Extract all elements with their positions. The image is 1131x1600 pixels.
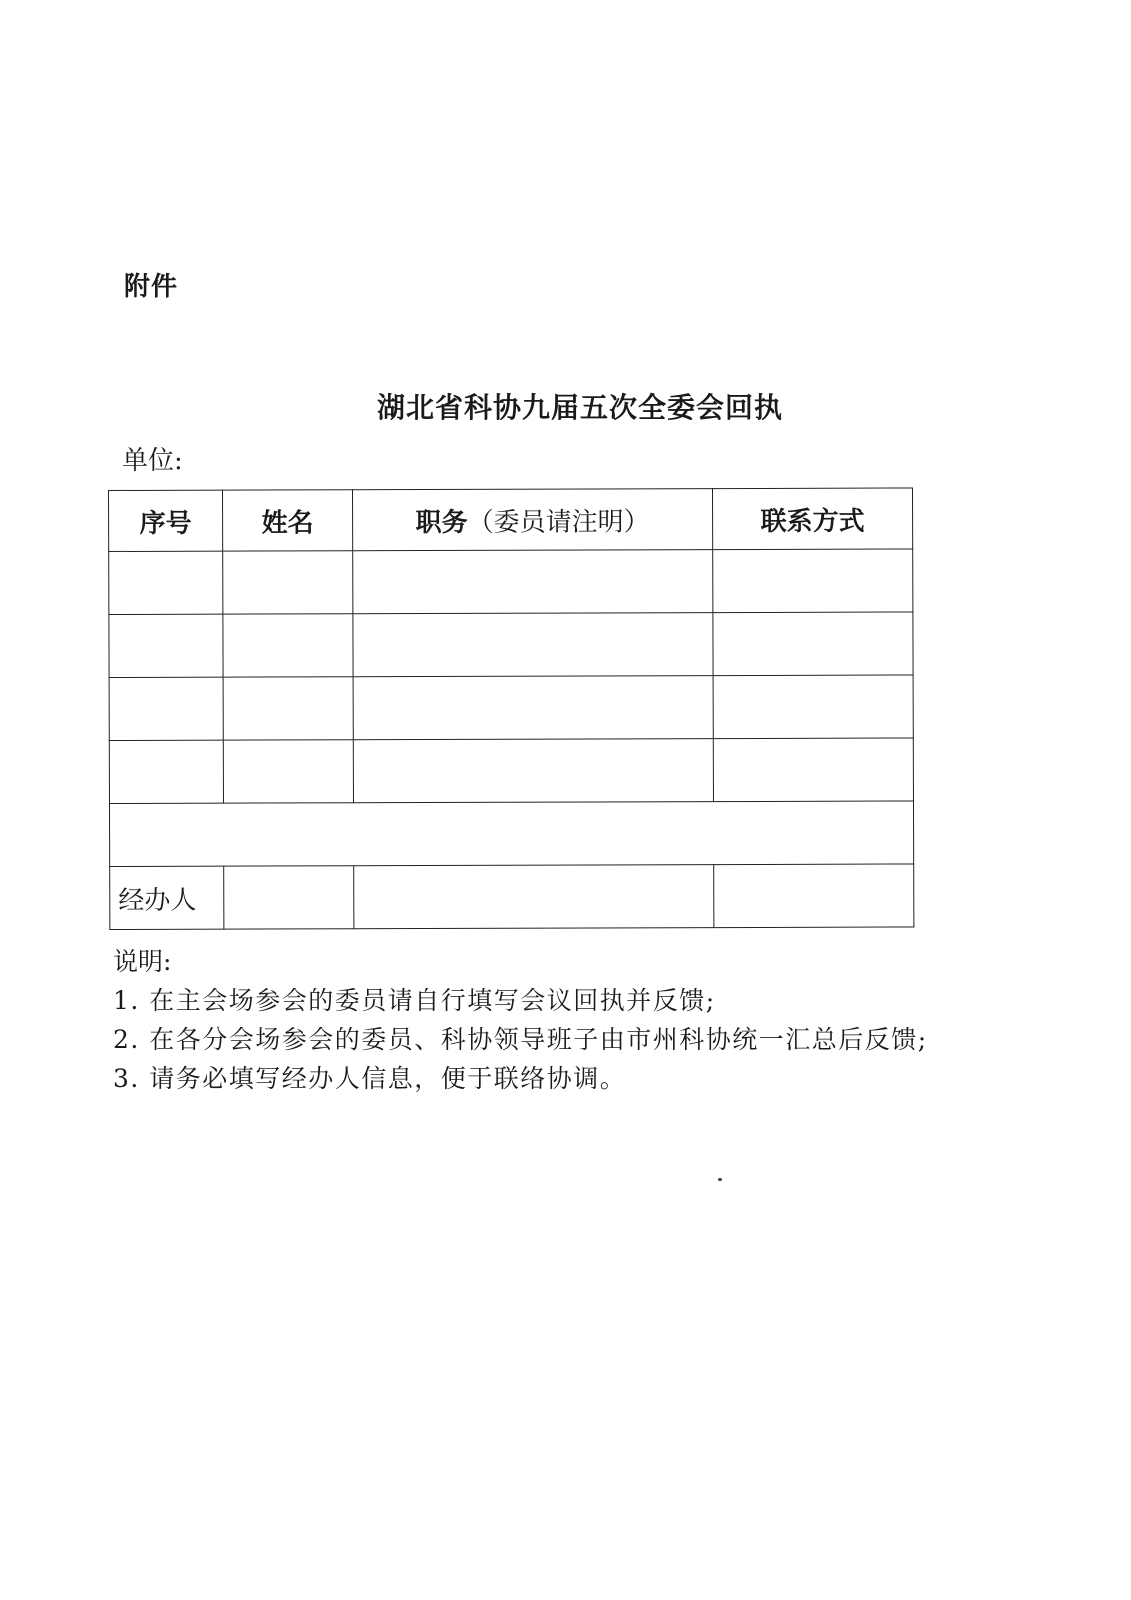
cell-position[interactable] [353,550,713,614]
table-row [109,675,913,741]
header-contact: 联系方式 [712,488,912,550]
cell-merged[interactable] [109,801,913,867]
cell-seq[interactable] [109,677,223,740]
cell-position[interactable] [353,739,713,803]
notes-heading: 说明: [113,947,172,976]
cell-seq[interactable] [109,740,223,803]
handler-row [110,864,914,930]
table-row [109,738,913,804]
table-row [109,612,913,678]
cell-name[interactable] [223,551,353,614]
note-item-2: 2. 在各分会场参会的委员、科协领导班子由市州科协统一汇总后反馈; [113,1025,928,1054]
cell-contact[interactable] [713,675,913,739]
scan-speck [718,1178,722,1181]
handler-name-cell[interactable] [224,866,354,929]
handler-contact-cell[interactable] [714,864,914,928]
cell-position[interactable] [353,676,713,740]
handler-position-cell[interactable] [354,865,714,929]
header-name: 姓名 [223,490,353,551]
cell-name[interactable] [223,614,353,677]
cell-name[interactable] [223,677,353,740]
cell-contact[interactable] [713,549,913,613]
header-position [353,489,713,551]
handler-label: 经办人 [110,866,224,929]
notes-section [113,942,943,1098]
table-header-row [109,488,913,552]
unit-label: 单位: [122,446,183,476]
cell-position[interactable] [353,613,713,677]
cell-contact[interactable] [713,612,913,676]
attachment-label: 附件 [124,272,179,302]
cell-contact[interactable] [713,738,913,802]
cell-seq[interactable] [109,614,223,677]
receipt-form-table [108,487,914,930]
table-merged-row [109,801,913,867]
cell-seq[interactable] [109,551,223,614]
header-position-label: 职务 [415,507,468,538]
document-title: 湖北省科协九届五次全委会回执 [376,391,783,424]
header-position-note: （委员请注明） [467,506,650,538]
note-item-1: 1. 在主会场参会的委员请自行填写会议回执并反馈; [113,986,716,1015]
table-row [109,549,913,615]
header-seq: 序号 [109,490,223,551]
cell-name[interactable] [223,740,353,803]
note-item-3: 3. 请务必填写经办人信息，便于联络协调。 [113,1064,627,1093]
